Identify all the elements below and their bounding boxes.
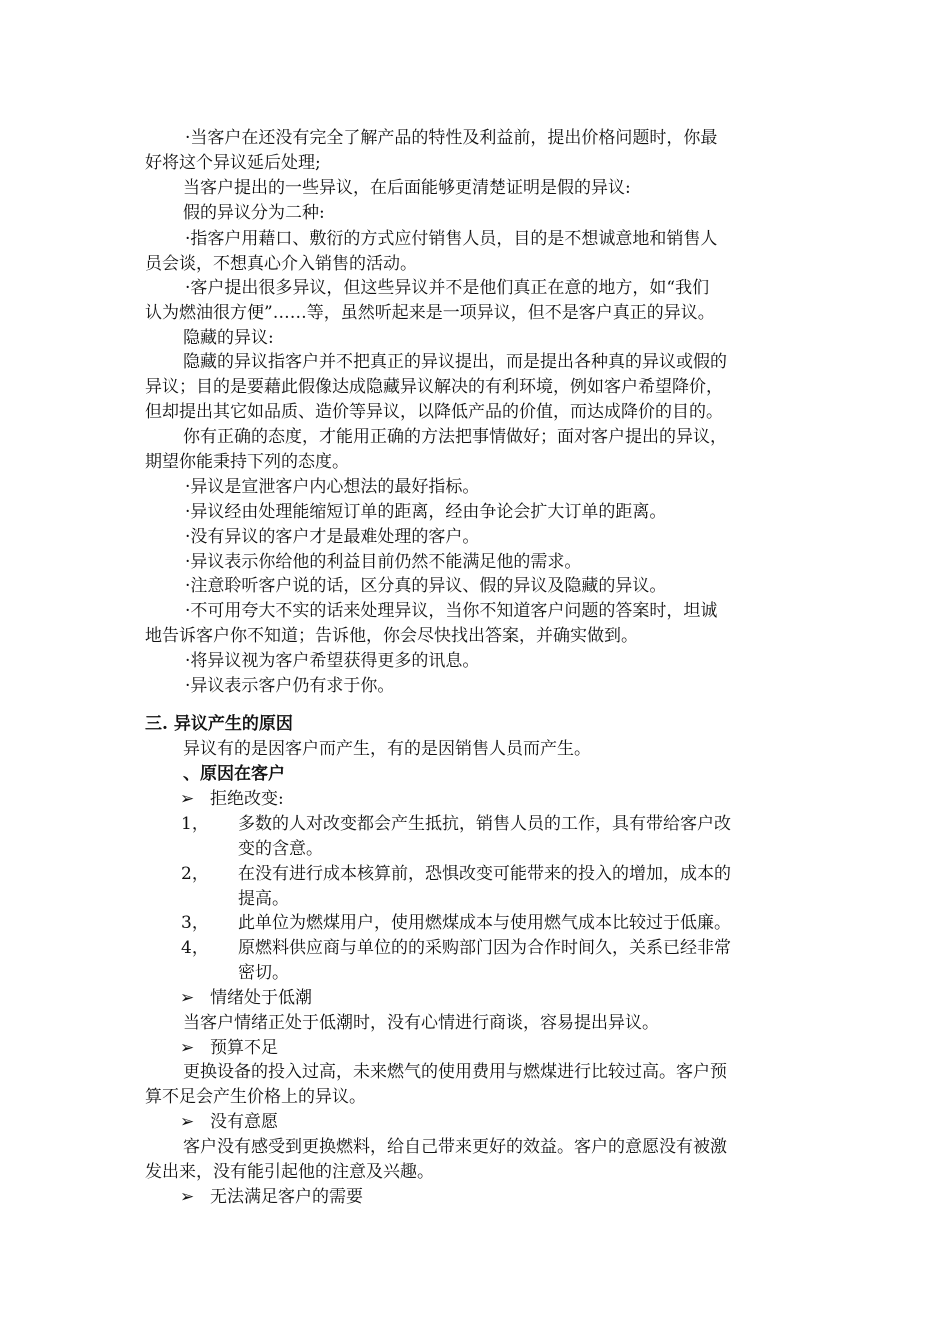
- paragraph-line: 算不足会产生价格上的异议。: [145, 1087, 366, 1107]
- paragraph-line: 假的异议分为二种:: [183, 203, 325, 223]
- paragraph-line: 客户没有感受到更换燃料，给自己带来更好的效益。客户的意愿没有被激: [183, 1137, 727, 1157]
- paragraph-line: 当客户提出的一些异议，在后面能够更清楚证明是假的异议:: [183, 178, 631, 198]
- arrow-item: [180, 1036, 950, 1060]
- paragraph-line: 当客户情绪正处于低潮时，没有心情进行商谈，容易提出异议。: [183, 1013, 659, 1033]
- bullet-line: ·不可用夸大不实的话来处理异议，当你不知道客户问题的答案时，坦诚: [185, 601, 718, 621]
- bullet-line: ·注意聆听客户说的话，区分真的异议、假的异议及隐藏的异议。: [185, 576, 667, 596]
- arrow-item-label: 拒绝改变:: [210, 789, 284, 809]
- paragraph-line: ·当客户在还没有完全了解产品的特性及利益前，提出价格问题时，你最: [185, 128, 718, 148]
- paragraph-line: 期望你能秉持下列的态度。: [145, 452, 349, 472]
- arrow-item-label: 没有意愿: [210, 1112, 278, 1132]
- numbered-item-line: 变的含意。: [238, 839, 323, 859]
- paragraph-line: 异议有的是因客户而产生，有的是因销售人员而产生。: [183, 739, 591, 759]
- paragraph-line: ·指客户用藉口、敷衍的方式应付销售人员，目的是不想诚意地和销售人: [185, 229, 718, 249]
- section-heading: 三. 异议产生的原因: [145, 714, 293, 734]
- bullet-line: ·异议表示你给他的利益目前仍然不能满足他的需求。: [185, 552, 582, 572]
- bullet-line: ·没有异议的客户才是最难处理的客户。: [185, 527, 480, 547]
- arrow-item: [180, 1185, 950, 1209]
- subsection-heading: 、原因在客户: [183, 764, 285, 784]
- paragraph-line: 隐藏的异议:: [183, 328, 274, 348]
- arrow-item: [180, 1110, 950, 1134]
- numbered-item-line: 提高。: [238, 889, 289, 909]
- bullet-line: ·异议表示客户仍有求于你。: [185, 676, 395, 696]
- numbered-item-number: 2，: [181, 864, 209, 884]
- numbered-item-number: 3，: [181, 913, 209, 933]
- bullet-line: ·将异议视为客户希望获得更多的讯息。: [185, 651, 480, 671]
- arrow-bullet-icon: ➢: [180, 1187, 195, 1207]
- paragraph-line: 员会谈，不想真心介入销售的活动。: [145, 254, 417, 274]
- arrow-bullet-icon: ➢: [180, 988, 195, 1008]
- arrow-bullet-icon: ➢: [180, 1038, 195, 1058]
- paragraph-line: 发出来，没有能引起他的注意及兴趣。: [145, 1162, 434, 1182]
- paragraph-line: 隐藏的异议指客户并不把真正的异议提出，而是提出各种真的异议或假的: [183, 352, 727, 372]
- arrow-item: [180, 986, 950, 1010]
- paragraph-line: 你有正确的态度，才能用正确的方法把事情做好；面对客户提出的异议，: [183, 427, 727, 447]
- numbered-item-number: 4，: [181, 938, 209, 958]
- paragraph-line: ·客户提出很多异议，但这些异议并不是他们真正在意的地方，如“我们: [185, 278, 710, 298]
- paragraph-line: 异议；目的是要藉此假像达成隐藏异议解决的有利环境，例如客户希望降价，: [145, 377, 723, 397]
- bullet-line: ·异议是宣泄客户内心想法的最好指标。: [185, 477, 480, 497]
- numbered-item-line: 此单位为燃煤用户，使用燃煤成本与使用燃气成本比较过于低廉。: [238, 913, 731, 933]
- paragraph-line: 地告诉客户你不知道；告诉他，你会尽快找出答案，并确实做到。: [145, 626, 638, 646]
- arrow-item-label: 情绪处于低潮: [210, 988, 312, 1008]
- paragraph-line: 但却提出其它如品质、造价等异议，以降低产品的价值，而达成降价的目的。: [145, 402, 723, 422]
- paragraph-line: 好将这个异议延后处理;: [145, 153, 321, 173]
- numbered-item-number: 1，: [181, 814, 209, 834]
- arrow-bullet-icon: ➢: [180, 1112, 195, 1132]
- arrow-item-label: 预算不足: [210, 1038, 278, 1058]
- arrow-bullet-icon: ➢: [180, 789, 195, 809]
- paragraph-line: 认为燃油很方便”……等，虽然听起来是一项异议，但不是客户真正的异议。: [145, 303, 715, 323]
- numbered-item-line: 原燃料供应商与单位的的采购部门因为合作时间久，关系已经非常: [238, 938, 731, 958]
- numbered-item-line: 多数的人对改变都会产生抵抗，销售人员的工作，具有带给客户改: [238, 814, 731, 834]
- numbered-item-line: 密切。: [238, 963, 289, 983]
- paragraph-line: 更换设备的投入过高，未来燃气的使用费用与燃煤进行比较过高。客户预: [183, 1062, 727, 1082]
- arrow-item-label: 无法满足客户的需要: [210, 1187, 363, 1207]
- bullet-line: ·异议经由处理能缩短订单的距离，经由争论会扩大订单的距离。: [185, 502, 667, 522]
- arrow-item: [180, 787, 950, 811]
- numbered-item-line: 在没有进行成本核算前，恐惧改变可能带来的投入的增加，成本的: [238, 864, 731, 884]
